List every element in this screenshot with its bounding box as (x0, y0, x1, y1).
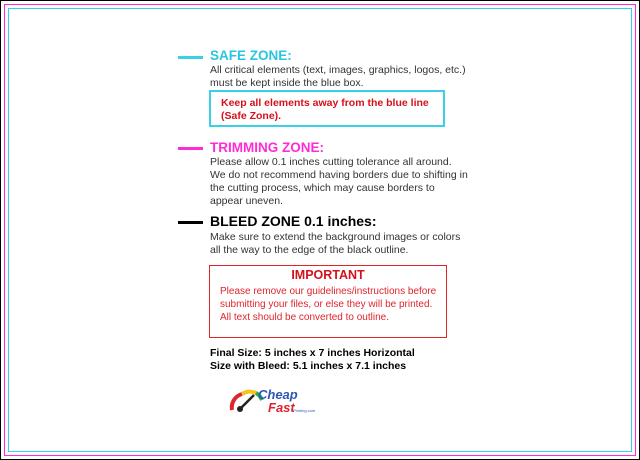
size-info (210, 347, 415, 373)
logo-word-printing: Printing.com (293, 408, 316, 413)
safe-zone-line: All critical elements (text, images, graphics, logos, etc.) (210, 64, 466, 76)
safe-zone-note-line: Keep all elements away from the blue line (221, 97, 429, 109)
important-title: IMPORTANT (291, 268, 365, 282)
trimming-zone-line: the cutting process, which may cause borders to (210, 182, 435, 194)
important-description (220, 285, 436, 324)
bleed-size-text: Size with Bleed: 5.1 inches x 7.1 inches (210, 360, 407, 372)
trimming-zone-line: We do not recommend having borders due to shifting in (210, 169, 468, 181)
important-line: Please remove our guidelines/instructions before (220, 286, 437, 297)
safe-zone-marker (178, 56, 203, 59)
bleed-zone-description (210, 231, 460, 257)
important-notice-box (209, 265, 447, 338)
trimming-zone-line: Please allow 0.1 inches cutting tolerance all around. (210, 156, 452, 168)
bleed-zone-line: all the way to the edge of the black outline. (210, 244, 409, 256)
trimming-zone-description (210, 156, 468, 208)
safe-zone-note-line: (Safe Zone). (221, 110, 282, 122)
speedometer-icon (228, 382, 324, 418)
trimming-zone-heading: TRIMMING ZONE: (210, 140, 324, 155)
safe-zone-line: must be kept inside the blue box. (210, 77, 364, 89)
bleed-zone-line: Make sure to extend the background images or colors (210, 231, 461, 243)
important-line: All text should be converted to outline. (220, 312, 389, 323)
safe-zone-heading: SAFE ZONE: (210, 48, 292, 63)
trimming-zone-line: appear uneven. (210, 195, 283, 207)
safe-zone-description (210, 64, 466, 90)
bleed-zone-marker (178, 221, 203, 224)
company-logo (228, 382, 324, 418)
logo-word-fast: Fast (268, 400, 295, 415)
logo-word-cheap: Cheap (258, 387, 298, 402)
final-size-text: Final Size: 5 inches x 7 inches Horizontal (210, 347, 415, 359)
bleed-zone-heading: BLEED ZONE 0.1 inches: (210, 213, 377, 229)
trimming-zone-marker (178, 147, 203, 150)
safe-zone-note-box (209, 90, 445, 127)
important-line: submitting your files, or else they will be printed. (220, 299, 433, 310)
